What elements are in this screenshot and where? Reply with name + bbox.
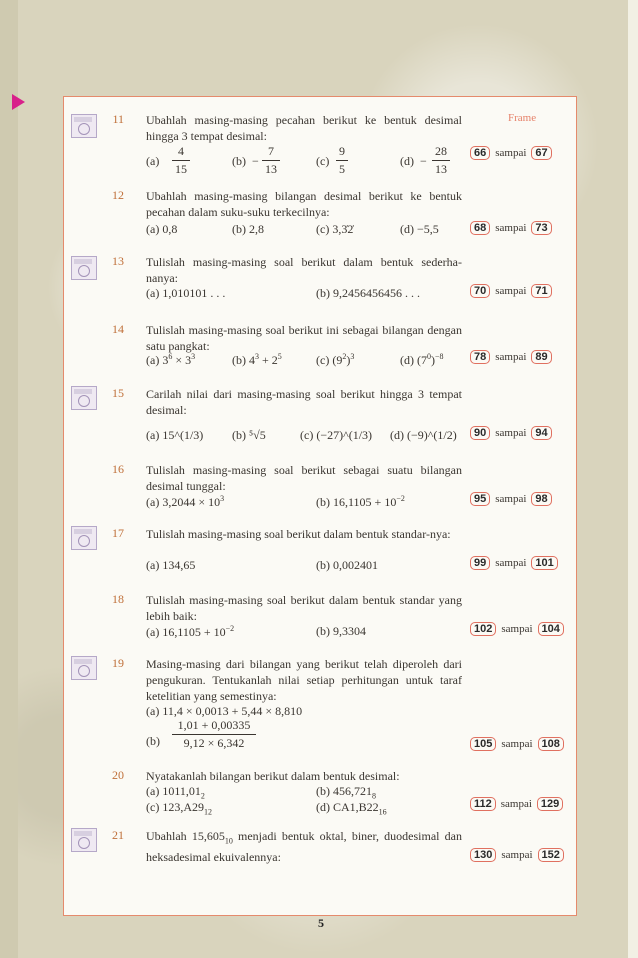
question-text: Nyatakanlah bilangan berikut dalam bentuk desimal:: [146, 769, 400, 783]
frame-reference[interactable]: [470, 284, 552, 298]
frame-to[interactable]: 108: [538, 737, 564, 751]
expr-exponent: −8: [435, 352, 444, 361]
expr-base: ): [346, 353, 351, 367]
expr-exponent: −2: [225, 624, 235, 633]
frame-reference[interactable]: [470, 556, 558, 570]
option-b: (b) 2,8: [232, 222, 264, 236]
expr-base: (c) 123,A29: [146, 800, 204, 814]
frame-reference[interactable]: [470, 622, 564, 636]
expr-base: (b) 456,721: [316, 784, 372, 798]
question-text: Ubahlah masing-masing bilangan desimal berikut ke bentuk pecahan dalam suku-suku terkecilnya:: [146, 189, 462, 219]
sampai-text: sampai: [495, 351, 527, 363]
frame-from[interactable]: 90: [470, 426, 490, 440]
frame-to[interactable]: 67: [531, 146, 551, 160]
frame-from[interactable]: 130: [470, 848, 496, 862]
sampai-text: sampai: [501, 849, 533, 861]
frame-from[interactable]: 112: [470, 797, 496, 811]
sampai-text: sampai: [495, 222, 527, 234]
question-number: 21: [112, 828, 124, 842]
option-label: (a): [146, 154, 160, 168]
option-a: (a) 11,4 × 0,0013 + 5,44 × 8,810: [146, 704, 303, 718]
expr-base: (d) (7: [400, 353, 427, 367]
frame-from[interactable]: 99: [470, 556, 490, 570]
option-a: (a) 0,8: [146, 222, 178, 236]
option-label: (c): [316, 154, 330, 168]
frame-reference[interactable]: [470, 737, 564, 751]
number-base: 10: [224, 836, 233, 846]
frame-reference[interactable]: [470, 426, 552, 440]
fraction-numerator: 1,01 + 0,00335: [177, 718, 251, 732]
fraction-numerator: 9: [339, 144, 345, 158]
option-b: (b) ⁵√5: [232, 428, 266, 442]
sampai-text: sampai: [495, 285, 527, 297]
question-number: 17: [112, 526, 124, 540]
frame-from[interactable]: 105: [470, 737, 496, 751]
number-base: 2: [200, 791, 205, 801]
expr-exponent: 3: [350, 352, 355, 361]
option-a: [146, 784, 205, 800]
expr-base: (b) 4: [232, 353, 255, 367]
option-a: (a) 15^(1/3): [146, 428, 204, 442]
number-base: 16: [378, 807, 387, 817]
fraction-denominator: 5: [339, 162, 345, 176]
sampai-text: sampai: [501, 623, 533, 635]
frame-to[interactable]: 89: [531, 350, 551, 364]
fraction: [172, 144, 190, 177]
expr-exponent: 3: [220, 494, 225, 503]
option-c: [316, 352, 354, 368]
expr-exponent: 2: [342, 352, 347, 361]
question-number: 20: [112, 768, 124, 782]
frame-to[interactable]: 94: [531, 426, 551, 440]
option-c: (c) (−27)^(1/3): [300, 428, 373, 442]
text-segment: menjadi bentuk oktal, biner, duodesimal dan heksadesimal ekuivalennya:: [146, 829, 462, 865]
sampai-text: sampai: [495, 147, 527, 159]
frame-to[interactable]: 71: [531, 284, 551, 298]
frame-from[interactable]: 102: [470, 622, 496, 636]
option-label: (b): [232, 154, 246, 168]
option-d: [316, 800, 387, 816]
option-b-label: (b): [146, 734, 160, 748]
expr-base: (b) 16,1105 + 10: [316, 495, 397, 509]
frame-to[interactable]: 129: [537, 797, 563, 811]
frame-from[interactable]: 66: [470, 146, 490, 160]
sampai-text: sampai: [495, 493, 527, 505]
text-segment: Ubahlah 15,605: [146, 829, 225, 843]
question-text: Tulislah masing-masing soal berikut dalam bentuk standar-nya:: [146, 527, 451, 541]
sampai-text: sampai: [501, 738, 533, 750]
minus-sign: −: [252, 154, 259, 168]
frame-reference[interactable]: [470, 848, 564, 862]
frame-from[interactable]: 70: [470, 284, 490, 298]
question-number: 15: [112, 386, 124, 400]
expr-base: ): [431, 353, 435, 367]
frame-from[interactable]: 78: [470, 350, 490, 364]
frame-reference[interactable]: [470, 797, 563, 811]
expr-exponent: 3: [191, 352, 196, 361]
option-a: [146, 624, 234, 640]
question-number: 12: [112, 188, 124, 202]
option-a: (a) 1,010101 . . .: [146, 286, 226, 300]
left-margin-band: [0, 0, 18, 958]
question-text: Carilah nilai dari masing-masing soal berikut hingga 3 tempat desimal:: [146, 387, 462, 417]
frame-to[interactable]: 104: [538, 622, 564, 636]
option-b: (b) 9,2456456456 . . .: [316, 286, 420, 300]
sampai-text: sampai: [495, 557, 527, 569]
expr-base: (a) 3,2044 × 10: [146, 495, 221, 509]
question-text: Tulislah masing-masing soal berikut sebagai suatu bilangan desimal tunggal:: [146, 463, 462, 493]
option-b: [316, 784, 376, 800]
fraction-denominator: 13: [435, 162, 447, 176]
page-number: 5: [318, 916, 324, 930]
option-d: [400, 352, 444, 368]
question-number: 18: [112, 592, 124, 606]
option-b: (b) 0,002401: [316, 558, 378, 572]
fraction: [336, 144, 348, 177]
option-a: [146, 352, 195, 368]
fraction: [172, 718, 256, 751]
fraction-denominator: 9,12 × 6,342: [183, 736, 245, 750]
option-b: (b) 9,3304: [316, 624, 366, 638]
frame-to[interactable]: 98: [531, 492, 551, 506]
question-number: 11: [112, 112, 124, 126]
question-number: 16: [112, 462, 124, 476]
right-margin-band: [628, 0, 638, 958]
expr-base: (a) 3: [146, 353, 169, 367]
fraction-denominator: 13: [265, 162, 277, 176]
option-c: (c) 3,3̇2̇: [316, 222, 354, 236]
frame-from[interactable]: 95: [470, 492, 490, 506]
minus-sign: −: [420, 154, 427, 168]
question-number: 19: [112, 656, 124, 670]
expr-base: (a) 16,1105 + 10: [146, 625, 226, 639]
sampai-text: sampai: [500, 798, 532, 810]
fraction-numerator: 4: [178, 144, 184, 158]
frame-to[interactable]: 73: [531, 221, 551, 235]
expr-exponent: 6: [168, 352, 173, 361]
frame-to[interactable]: 152: [538, 848, 564, 862]
fraction: [262, 144, 280, 177]
number-base: 8: [372, 791, 376, 801]
frame-reference[interactable]: [470, 350, 552, 364]
fraction: [432, 144, 450, 177]
expr-base: (c) (9: [316, 353, 343, 367]
option-d: (d) −5,5: [400, 222, 439, 236]
fraction-numerator: 28: [435, 144, 447, 158]
play-arrow-icon: [12, 94, 25, 110]
sampai-text: sampai: [495, 427, 527, 439]
frame-reference[interactable]: [470, 221, 552, 235]
question-number: 13: [112, 254, 124, 268]
option-a: [146, 494, 224, 510]
question-text: Tulislah masing-masing soal berikut dalam bentuk standar yang lebih baik:: [146, 593, 462, 623]
option-a: (a) 134,65: [146, 558, 196, 572]
number-base: 12: [203, 807, 212, 817]
question-text: Masing-masing dari bilangan yang berikut telah diperoleh dari pengukuran. Tentukanlah nilai setiap perhitungan untuk taraf ketelitian yang semestinya:: [146, 657, 462, 703]
question-number: 14: [112, 322, 124, 336]
frame-column-header: Frame: [508, 112, 537, 124]
option-b: [316, 494, 405, 510]
frame-to[interactable]: 101: [531, 556, 557, 570]
expr-base: (a) 1011,01: [146, 784, 201, 798]
option-d: (d) (−9)^(1/2): [390, 428, 457, 442]
expr-exponent: −2: [396, 494, 405, 503]
expr-base: + 2: [259, 353, 278, 367]
expr-base: (d) CA1,B22: [316, 800, 379, 814]
question-text: [146, 828, 462, 865]
question-text: Ubahlah masing-masing pecahan berikut ke bentuk desimal hingga 3 tempat desimal:: [146, 113, 462, 143]
frame-reference[interactable]: [470, 492, 552, 506]
option-c: [146, 800, 212, 816]
fraction-denominator: 15: [175, 162, 187, 176]
frame-from[interactable]: 68: [470, 221, 490, 235]
option-b: [232, 352, 282, 368]
question-text: Tulislah masing-masing soal berikut ini sebagai bilangan dengan satu pangkat:: [146, 323, 462, 353]
question-text: Tulislah masing-masing soal berikut dalam bentuk sederha-nanya:: [146, 255, 462, 285]
expr-exponent: 0: [427, 352, 431, 361]
expr-base: × 3: [172, 353, 192, 367]
expr-exponent: 5: [277, 352, 282, 361]
option-label: (d): [400, 154, 414, 168]
frame-reference[interactable]: [470, 146, 552, 160]
fraction-numerator: 7: [268, 144, 274, 158]
expr-exponent: 3: [255, 352, 259, 361]
